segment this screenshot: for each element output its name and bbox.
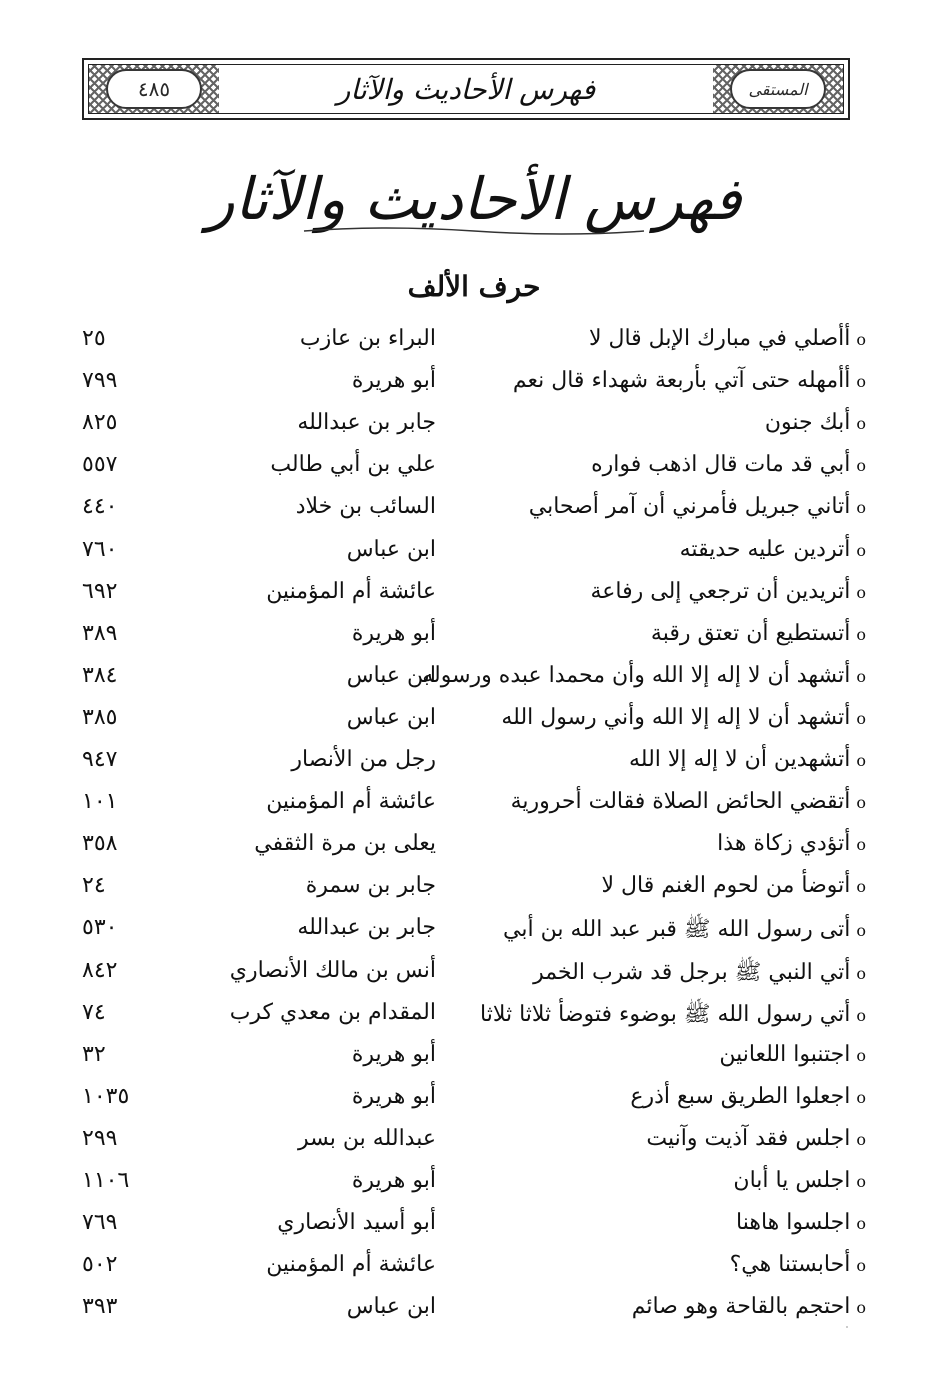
list-item — [0, 699, 948, 741]
page-ref: ٣٢ — [82, 1041, 106, 1067]
hadith-text — [513, 368, 866, 393]
hadith-text — [533, 958, 866, 990]
hadith-text — [590, 579, 866, 604]
hadith-text — [630, 1084, 866, 1109]
book-logo: المستقى — [730, 69, 826, 109]
list-item — [0, 825, 948, 867]
list-item — [0, 1120, 948, 1162]
list-item — [0, 994, 948, 1036]
hadith-text-value: أبي قد مات قال اذهب فواره — [591, 452, 851, 478]
section-heading: حرف الألف — [407, 270, 541, 303]
hadith-text — [730, 1252, 866, 1277]
narrator: أبو هريرة — [351, 1041, 436, 1067]
narrator: ابن عباس — [346, 662, 436, 688]
page-ref: ٣٨٥ — [82, 704, 118, 730]
page-ref: ٣٩٣ — [82, 1294, 118, 1320]
list-item — [0, 1036, 948, 1078]
hadith-text-value: أتؤدي زكاة هذا — [717, 831, 851, 857]
narrator: ابن عباس — [346, 536, 436, 562]
hadith-text-value: أتى رسول الله ﷺ قبر عبد الله بن أبي — [503, 917, 851, 943]
list-item — [0, 320, 948, 362]
header-frame — [88, 64, 844, 114]
list-item — [0, 404, 948, 446]
hadith-text — [591, 452, 866, 477]
hadith-text — [680, 537, 866, 562]
list-item — [0, 1204, 948, 1246]
bullet-icon: o — [856, 414, 866, 434]
bullet-icon: o — [856, 330, 866, 349]
hadith-text — [629, 747, 866, 772]
bullet-icon: o — [856, 540, 866, 560]
bullet-icon: o — [856, 921, 866, 941]
bullet-icon: o — [856, 1256, 866, 1276]
narrator: البراء بن عازب — [299, 326, 436, 351]
bullet-icon: o — [856, 835, 866, 855]
hadith-text-value: أتشهد أن لا إله إلا الله وأن محمدا عبده ورسوله — [422, 662, 851, 688]
narrator: ابن عباس — [346, 704, 436, 730]
page-ref: ٥٣٠ — [82, 915, 118, 941]
hadith-text — [480, 1000, 866, 1032]
hadith-text-value: أحابستنا هي؟ — [729, 1252, 851, 1278]
page-ref: ٣٨٤ — [82, 662, 118, 688]
hadith-text-value: أتستطيع أن تعتق رقبة — [650, 620, 851, 646]
list-item — [0, 741, 948, 783]
bullet-icon: o — [856, 1045, 866, 1065]
page-ref: ٥٥٧ — [82, 452, 118, 478]
hadith-text — [501, 705, 866, 730]
hadith-text — [422, 663, 866, 688]
list-item — [0, 615, 948, 657]
hadith-text-value: أتاني جبريل فأمرني أن آمر أصحابي — [528, 494, 851, 520]
hadith-text — [717, 831, 866, 856]
narrator: السائب بن خلاد — [295, 494, 436, 520]
list-item — [0, 1162, 948, 1204]
narrator: عائشة أم المؤمنين — [266, 1252, 436, 1278]
list-item — [0, 867, 948, 909]
bullet-icon: o — [856, 624, 866, 644]
hadith-text-value: أتشهد أن لا إله إلا الله وأني رسول الله — [501, 704, 851, 730]
page-title — [0, 165, 948, 237]
page-ref: ١٠١ — [82, 789, 118, 815]
narrator: عائشة أم المؤمنين — [266, 578, 436, 604]
bullet-icon: o — [856, 1005, 866, 1025]
bullet-icon: o — [856, 456, 866, 476]
page-ref: ٧٩٩ — [82, 368, 118, 394]
bullet-icon: o — [856, 498, 866, 518]
page-ref: ٢٩٩ — [82, 1125, 118, 1151]
list-item — [0, 657, 948, 699]
hadith-text — [529, 494, 866, 519]
narrator: جابر بن عبدالله — [297, 915, 436, 941]
list-item — [0, 909, 948, 951]
hadith-text — [736, 1210, 866, 1235]
hadith-text-value: أبك جنون — [764, 410, 851, 436]
narrator: أبو هريرة — [351, 1168, 436, 1193]
narrator: ابن عباس — [346, 1294, 436, 1320]
bullet-icon: o — [856, 751, 866, 770]
list-item — [0, 1288, 948, 1330]
hadith-text-value: أتوضأ من لحوم الغنم قال لا — [601, 873, 851, 899]
narrator: عائشة أم المؤمنين — [266, 789, 436, 815]
narrator: عبدالله بن بسر — [298, 1125, 436, 1151]
header-ornament-right — [713, 65, 843, 113]
list-item — [0, 952, 948, 994]
page-ref: ١١٠٦ — [82, 1168, 130, 1193]
narrator: أنس بن مالك الأنصاري — [229, 957, 436, 983]
page-ref: ٢٥ — [82, 326, 106, 351]
hadith-text — [765, 410, 866, 435]
page-ref: ٩٤٧ — [82, 747, 118, 772]
narrator: رجل من الأنصار — [291, 747, 436, 772]
narrator: أبو أسيد الأنصاري — [277, 1210, 436, 1236]
narrator: علي بن أبي طالب — [270, 452, 436, 478]
page-ref: ٧٦٩ — [82, 1210, 118, 1236]
page-title-text: فهرس الأحاديث والآثار — [206, 165, 742, 233]
hadith-text — [632, 1294, 866, 1319]
page-number: ٤٨٥ — [106, 69, 202, 109]
narrator: يعلى بن مرة الثقفي — [254, 831, 436, 857]
hadith-text — [589, 326, 866, 351]
page-ref: ٨٤٢ — [82, 957, 118, 983]
page-ref: ٣٥٨ — [82, 831, 118, 857]
page-ref: ٦٩٢ — [82, 578, 118, 604]
page-ref: ٧٦٠ — [82, 536, 118, 562]
list-item — [0, 362, 948, 404]
hadith-text — [733, 1168, 866, 1193]
bullet-icon: o — [856, 1087, 866, 1107]
page-ref: ٤٤٠ — [82, 494, 118, 520]
bullet-icon: o — [856, 582, 866, 602]
bullet-icon: o — [856, 666, 866, 686]
narrator: المقدام بن معدي كرب — [229, 999, 436, 1025]
hadith-text — [651, 621, 866, 646]
hadith-text-value: اجلسوا هاهنا — [736, 1210, 851, 1236]
hadith-text-value: اجلس فقد آذيت وآنيت — [646, 1125, 851, 1151]
bullet-icon: o — [856, 1214, 866, 1234]
hadith-text-value: أتريدين أن ترجعي إلى رفاعة — [590, 578, 851, 604]
hadith-text — [646, 1126, 866, 1151]
bullet-icon: o — [856, 708, 866, 728]
header-ornament-left — [89, 65, 219, 113]
running-title: فهرس الأحاديث والآثار — [336, 72, 596, 106]
bullet-icon: o — [856, 877, 866, 897]
bullet-icon: o — [856, 1129, 866, 1149]
list-item — [0, 446, 948, 488]
hadith-text-value: أأمهله حتى آتي بأربعة شهداء قال نعم — [512, 368, 851, 394]
running-header — [82, 58, 850, 120]
page-ref: ٧٤ — [82, 999, 106, 1025]
scan-dot — [846, 1326, 848, 1328]
bullet-icon: o — [856, 372, 866, 392]
list-item — [0, 531, 948, 573]
page-ref: ٢٤ — [82, 873, 106, 899]
hadith-text-value: أتردين عليه حديقته — [679, 536, 851, 562]
bullet-icon: o — [856, 963, 866, 983]
hadith-text — [503, 915, 866, 947]
hadith-text-value: اجتنبوا اللعانين — [719, 1041, 851, 1067]
narrator: أبو هريرة — [351, 620, 436, 646]
hadith-text-value: اجعلوا الطريق سبع أذرع — [630, 1083, 851, 1109]
hadith-text-value: احتجم بالقاحة وهو صائم — [631, 1294, 851, 1320]
list-item — [0, 1246, 948, 1288]
hadith-text-value: أأصلي في مبارك الإبل قال لا — [588, 326, 851, 351]
hadith-text-value: أتي النبي ﷺ برجل قد شرب الخمر — [533, 959, 851, 985]
narrator: أبو هريرة — [351, 1083, 436, 1109]
list-item — [0, 1078, 948, 1120]
list-item — [0, 783, 948, 825]
hadith-text-value: اجلس يا أبان — [733, 1168, 851, 1193]
hadith-text-value: أتشهدين أن لا إله إلا الله — [628, 747, 851, 772]
bullet-icon: o — [856, 1172, 866, 1191]
hadith-text-value: أتقضي الحائض الصلاة فقالت أحرورية — [510, 789, 851, 815]
page-ref: ١٠٣٥ — [82, 1083, 130, 1109]
hadith-text — [719, 1042, 866, 1067]
page-ref: ٨٢٥ — [82, 410, 118, 436]
hadith-text — [511, 789, 866, 814]
bullet-icon: o — [856, 793, 866, 813]
list-item — [0, 573, 948, 615]
narrator: جابر بن عبدالله — [297, 410, 436, 436]
hadith-text — [602, 873, 866, 898]
bullet-icon: o — [856, 1298, 866, 1318]
list-item — [0, 488, 948, 530]
narrator: جابر بن سمرة — [305, 873, 436, 899]
page-ref: ٥٠٢ — [82, 1252, 118, 1278]
hadith-text-value: أتي رسول الله ﷺ بوضوء فتوضأ ثلاثا ثلاثا — [480, 1001, 851, 1027]
narrator: أبو هريرة — [351, 368, 436, 394]
page-ref: ٣٨٩ — [82, 620, 118, 646]
